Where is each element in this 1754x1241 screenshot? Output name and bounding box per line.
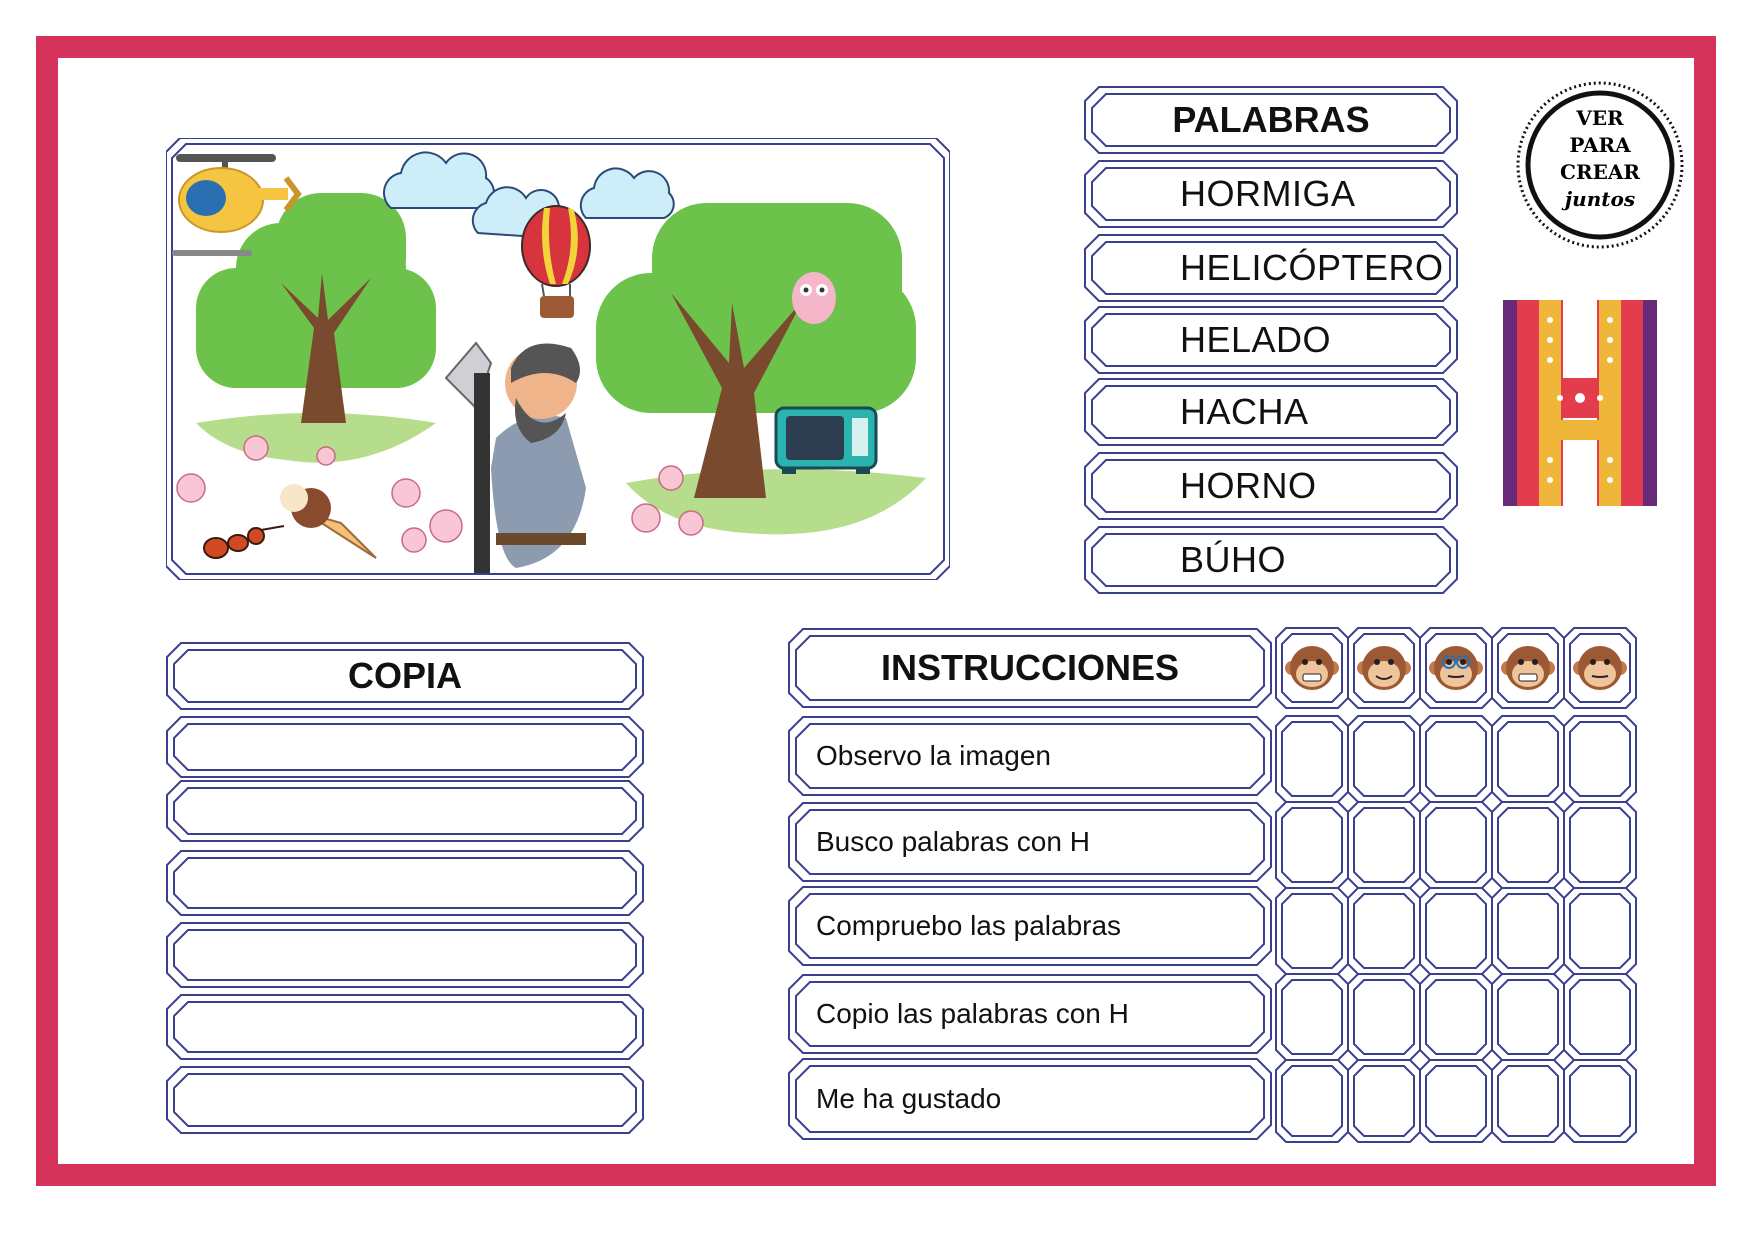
- rating-cell-r4-c0[interactable]: [1282, 980, 1342, 1054]
- rating-cell-r4-c2[interactable]: [1420, 974, 1492, 1060]
- instruction-step-2-label: Compruebo las palabras: [816, 910, 1122, 941]
- copia-line-3[interactable]: [166, 850, 644, 916]
- box-outline: [166, 1066, 644, 1134]
- box-outline: [166, 780, 644, 842]
- monkey-smile-icon: [1357, 646, 1411, 690]
- box-outline: [166, 850, 644, 916]
- palabras-word-0-label: HORMIGA: [1180, 173, 1356, 214]
- rating-cell-r5-c0[interactable]: [1282, 1066, 1342, 1136]
- monkey-glasses-icon: [1429, 646, 1483, 690]
- rating-cell-r2-c4[interactable]: [1570, 808, 1630, 882]
- rating-cell-r5-c1[interactable]: [1354, 1066, 1414, 1136]
- rating-cell-r3-c2[interactable]: [1426, 894, 1486, 968]
- instruction-step-1-label: Busco palabras con H: [816, 826, 1090, 857]
- palabras-word-4: [1084, 452, 1458, 520]
- rating-cell-r1-c1[interactable]: [1348, 716, 1420, 802]
- copia-header-label: COPIA: [347, 655, 462, 696]
- rating-cell-r3-c0[interactable]: [1282, 894, 1342, 968]
- box-outline: [166, 716, 644, 778]
- rating-cell-r4-c3[interactable]: [1498, 980, 1558, 1054]
- rating-cell-r3-c3[interactable]: [1498, 894, 1558, 968]
- instrucciones-header-label: INSTRUCCIONES: [880, 647, 1180, 688]
- palabras-header-label: PALABRAS: [1172, 99, 1370, 140]
- rating-cell-r4-c4[interactable]: [1570, 980, 1630, 1054]
- logo-text-crear: CREAR: [1560, 160, 1640, 184]
- logo-text-juntos: juntos: [1564, 187, 1636, 211]
- microwave-icon: [776, 408, 876, 474]
- rating-cell-r1-c0[interactable]: [1276, 716, 1348, 802]
- rating-cell-r1-c4[interactable]: [1570, 722, 1630, 796]
- ant-icon: [204, 526, 284, 558]
- rating-cell-r1-c2[interactable]: [1420, 716, 1492, 802]
- rating-grid: [1272, 626, 1646, 1144]
- rating-cell-r1-c1[interactable]: [1354, 722, 1414, 796]
- palabras-word-2: [1084, 306, 1458, 374]
- instruction-step-3: [788, 974, 1272, 1054]
- palabras-word-1-label: HELICÓPTERO: [1180, 247, 1444, 288]
- rating-cell-r2-c2[interactable]: [1420, 802, 1492, 888]
- palabras-word-3: [1084, 378, 1458, 446]
- monkey-grin-icon: [1285, 646, 1339, 690]
- box-outline: [166, 922, 644, 988]
- rating-cell-r1-c3[interactable]: [1492, 716, 1564, 802]
- palabras-word-5-label: BÚHO: [1180, 539, 1287, 580]
- palabras-word-3-label: HACHA: [1180, 391, 1309, 432]
- decorated-letter-h: [1503, 300, 1657, 506]
- copia-line-1[interactable]: [166, 716, 644, 778]
- rating-cell-r2-c2[interactable]: [1426, 808, 1486, 882]
- palabras-word-5: [1084, 526, 1458, 594]
- rating-cell-r1-c2[interactable]: [1426, 722, 1486, 796]
- owl-icon: [792, 272, 836, 324]
- instrucciones-header: [788, 628, 1272, 708]
- palabras-word-0: [1084, 160, 1458, 228]
- instruction-step-1: [788, 802, 1272, 882]
- rating-cell-r1-c0[interactable]: [1282, 722, 1342, 796]
- rating-cell-r3-c1[interactable]: [1354, 894, 1414, 968]
- copia-line-2[interactable]: [166, 780, 644, 842]
- rating-cell-r2-c3[interactable]: [1498, 808, 1558, 882]
- rating-cell-r2-c4[interactable]: [1564, 802, 1636, 888]
- logo-ver-para-crear-juntos: [1515, 80, 1685, 250]
- rating-cell-r3-c2[interactable]: [1420, 888, 1492, 974]
- copia-line-6[interactable]: [166, 1066, 644, 1134]
- palabras-word-2-label: HELADO: [1180, 319, 1332, 360]
- rating-cell-r3-c0[interactable]: [1276, 888, 1348, 974]
- copia-header: [166, 642, 644, 710]
- instruction-step-4-label: Me ha gustado: [816, 1083, 1002, 1114]
- rating-cell-r2-c1[interactable]: [1354, 808, 1414, 882]
- instruction-step-2: [788, 886, 1272, 966]
- instruction-step-4: [788, 1058, 1272, 1140]
- rating-cell-r4-c1[interactable]: [1354, 980, 1414, 1054]
- box-outline: [166, 994, 644, 1060]
- rating-cell-r4-c2[interactable]: [1426, 980, 1486, 1054]
- rating-cell-r2-c3[interactable]: [1492, 802, 1564, 888]
- palabras-word-4-label: HORNO: [1180, 465, 1317, 506]
- woodcutter-icon: [446, 343, 586, 573]
- rating-cell-r5-c2[interactable]: [1426, 1066, 1486, 1136]
- instruction-step-3-label: Copio las palabras con H: [816, 998, 1129, 1029]
- rating-cell-r3-c4[interactable]: [1570, 894, 1630, 968]
- logo-text-para: PARA: [1569, 133, 1631, 157]
- palabras-word-1: [1084, 234, 1458, 302]
- instruction-step-0-label: Observo la imagen: [816, 740, 1052, 771]
- logo-text-ver: VER: [1576, 106, 1624, 130]
- rating-cell-r1-c3[interactable]: [1498, 722, 1558, 796]
- ice-cream-icon: [280, 484, 376, 558]
- rating-cell-r2-c0[interactable]: [1276, 802, 1348, 888]
- monkey-neutral-icon: [1573, 646, 1627, 690]
- monkey-grimace-icon: [1501, 646, 1555, 690]
- rating-cell-r4-c0[interactable]: [1276, 974, 1348, 1060]
- copia-line-5[interactable]: [166, 994, 644, 1060]
- palabras-header: [1084, 86, 1458, 154]
- rating-cell-r1-c4[interactable]: [1564, 716, 1636, 802]
- copia-line-4[interactable]: [166, 922, 644, 988]
- instruction-step-0: [788, 716, 1272, 796]
- rating-cell-r5-c4[interactable]: [1570, 1066, 1630, 1136]
- rating-cell-r2-c1[interactable]: [1348, 802, 1420, 888]
- rating-cell-r3-c1[interactable]: [1348, 888, 1420, 974]
- rating-cell-r4-c4[interactable]: [1564, 974, 1636, 1060]
- rating-cell-r5-c3[interactable]: [1498, 1066, 1558, 1136]
- scene-illustration: [166, 138, 950, 580]
- rating-cell-r3-c3[interactable]: [1492, 888, 1564, 974]
- rating-cell-r4-c3[interactable]: [1492, 974, 1564, 1060]
- hot-air-balloon-icon: [522, 206, 590, 318]
- rating-cell-r4-c1[interactable]: [1348, 974, 1420, 1060]
- rating-cell-r2-c0[interactable]: [1282, 808, 1342, 882]
- rating-cell-r3-c4[interactable]: [1564, 888, 1636, 974]
